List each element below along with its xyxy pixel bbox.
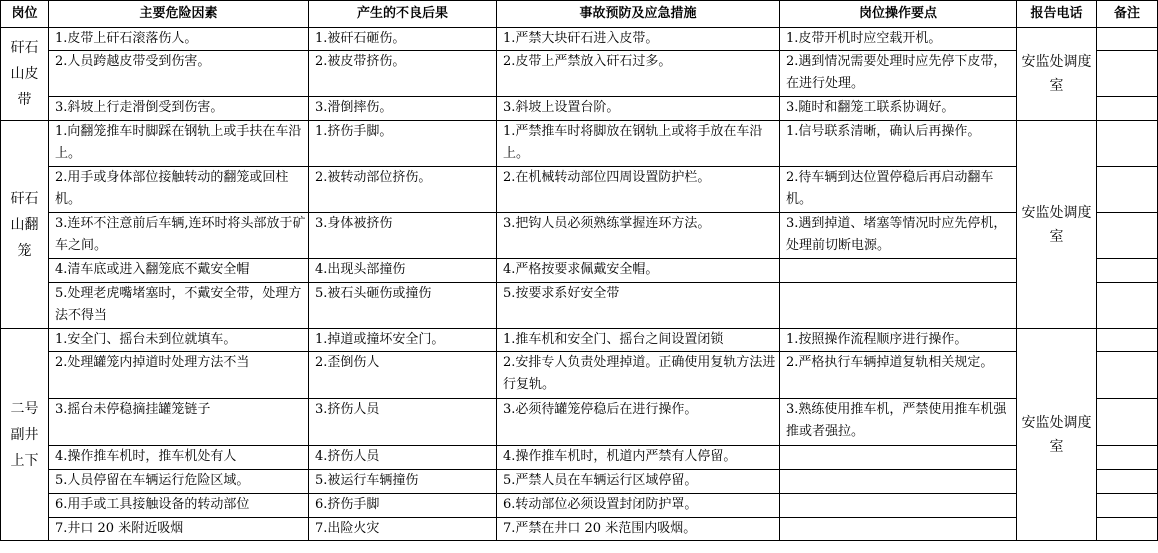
table-row [1,329,1158,352]
note-cell [1097,213,1158,259]
operation-cell: 3.熟练使用推车机，严禁使用推车机强推或者强拉。 [780,399,1017,446]
measure-cell: 3.必须待罐笼停稳后在进行操作。 [497,399,780,446]
measure-cell: 2.安排专人负责处理掉道。正确使用复轨方法进行复轨。 [497,352,780,399]
operation-cell [780,446,1017,470]
operation-cell [780,494,1017,518]
note-cell [1097,259,1158,283]
measure-cell: 3.斜坡上设置台阶。 [497,97,780,121]
measure-cell: 5.按要求系好安全带 [497,283,780,329]
hazard-cell: 5.人员停留在车辆运行危险区域。 [49,470,309,494]
measure-cell: 4.操作推车机时，机道内严禁有人停留。 [497,446,780,470]
hazard-cell: 4.操作推车机时，推车机处有人 [49,446,309,470]
consequence-cell: 2.被转动部位挤伤。 [309,167,497,213]
operation-cell: 1.按照操作流程顺序进行操作。 [780,329,1017,352]
hazard-cell: 2.用手或身体部位接触转动的翻笼或回柱机。 [49,167,309,213]
consequence-cell: 7.出险火灾 [309,518,497,541]
note-cell [1097,518,1158,541]
measure-cell: 3.把钩人员必须熟练掌握连环方法。 [497,213,780,259]
consequence-cell: 4.出现头部撞伤 [309,259,497,283]
note-cell [1097,494,1158,518]
table-row [1,399,1158,446]
consequence-cell: 5.被石头砸伤或撞伤 [309,283,497,329]
operation-cell: 1.皮带开机时应空载开机。 [780,28,1017,51]
table-row [1,283,1158,329]
table-row [1,259,1158,283]
hazard-cell: 1.安全门、摇台未到位就填车。 [49,329,309,352]
header-measure: 事故预防及应急措施 [497,1,780,28]
consequence-cell: 1.挤伤手脚。 [309,121,497,167]
note-cell [1097,167,1158,213]
report-phone-cell: 安监处调度室 [1017,121,1097,329]
note-cell [1097,121,1158,167]
operation-cell: 3.遇到掉道、堵塞等情况时应先停机，处理前切断电源。 [780,213,1017,259]
table-row [1,121,1158,167]
header-row [1,1,1158,28]
note-cell [1097,399,1158,446]
consequence-cell: 1.掉道或撞坏安全门。 [309,329,497,352]
consequence-cell: 2.被皮带挤伤。 [309,51,497,97]
measure-cell: 2.皮带上严禁放入矸石过多。 [497,51,780,97]
operation-cell [780,470,1017,494]
note-cell [1097,329,1158,352]
consequence-cell: 5.被运行车辆撞伤 [309,470,497,494]
header-hazard: 主要危险因素 [49,1,309,28]
table-row [1,213,1158,259]
consequence-cell: 4.挤伤人员 [309,446,497,470]
hazard-cell: 7.井口 20 米附近吸烟 [49,518,309,541]
report-phone-cell: 安监处调度室 [1017,329,1097,541]
table-row [1,518,1158,541]
hazard-cell: 1.皮带上矸石滚落伤人。 [49,28,309,51]
table-row [1,51,1158,97]
operation-cell [780,259,1017,283]
hazard-cell: 3.连环不注意前后车辆,连环时将头部放于矿车之间。 [49,213,309,259]
header-post: 岗位 [1,1,49,28]
hazard-cell: 6.用手或工具接触设备的转动部位 [49,494,309,518]
measure-cell: 1.推车机和安全门、摇台之间设置闭锁 [497,329,780,352]
note-cell [1097,352,1158,399]
consequence-cell: 3.滑倒摔伤。 [309,97,497,121]
header-consequence: 产生的不良后果 [309,1,497,28]
hazard-cell: 2.人员跨越皮带受到伤害。 [49,51,309,97]
note-cell [1097,446,1158,470]
operation-cell: 2.待车辆到达位置停稳后再启动翻车机。 [780,167,1017,213]
table-row [1,97,1158,121]
measure-cell: 5.严禁人员在车辆运行区域停留。 [497,470,780,494]
note-cell [1097,51,1158,97]
measure-cell: 2.在机械转动部位四周设置防护栏。 [497,167,780,213]
post-cell: 矸石山翻笼 [1,121,49,329]
hazard-cell: 5.处理老虎嘴堵塞时，不戴安全带，处理方法不得当 [49,283,309,329]
report-phone-cell: 安监处调度室 [1017,28,1097,121]
operation-cell [780,283,1017,329]
table-body [1,28,1158,541]
table-row [1,352,1158,399]
operation-cell: 2.严格执行车辆掉道复轨相关规定。 [780,352,1017,399]
consequence-cell: 1.被矸石砸伤。 [309,28,497,51]
measure-cell: 6.转动部位必须设置封闭防护罩。 [497,494,780,518]
post-cell: 二号副井上下 [1,329,49,541]
table-row [1,446,1158,470]
post-cell: 矸石山皮带 [1,28,49,121]
measure-cell: 1.严禁大块矸石进入皮带。 [497,28,780,51]
note-cell [1097,97,1158,121]
hazard-cell: 3.斜坡上行走滑倒受到伤害。 [49,97,309,121]
measure-cell: 7.严禁在井口 20 米范围内吸烟。 [497,518,780,541]
hazard-cell: 4.清车底或进入翻笼底不戴安全帽 [49,259,309,283]
consequence-cell: 6.挤伤手脚 [309,494,497,518]
hazard-cell: 3.摇台未停稳摘挂罐笼链子 [49,399,309,446]
header-phone: 报告电话 [1017,1,1097,28]
measure-cell: 4.严格按要求佩戴安全帽。 [497,259,780,283]
consequence-cell: 3.挤伤人员 [309,399,497,446]
table-row [1,167,1158,213]
header-operation: 岗位操作要点 [780,1,1017,28]
operation-cell: 3.随时和翻笼工联系协调好。 [780,97,1017,121]
consequence-cell: 2.歪倒伤人 [309,352,497,399]
hazard-cell: 1.向翻笼推车时脚踩在钢轨上或手扶在车沿上。 [49,121,309,167]
operation-cell: 1.信号联系清晰，确认后再操作。 [780,121,1017,167]
hazard-cell: 2.处理罐笼内掉道时处理方法不当 [49,352,309,399]
operation-cell: 2.遇到情况需要处理时应先停下皮带，在进行处理。 [780,51,1017,97]
note-cell [1097,470,1158,494]
consequence-cell: 3.身体被挤伤 [309,213,497,259]
header-note: 备注 [1097,1,1158,28]
operation-cell [780,518,1017,541]
table-row [1,494,1158,518]
note-cell [1097,28,1158,51]
note-cell [1097,283,1158,329]
table-row [1,28,1158,51]
table-row [1,470,1158,494]
measure-cell: 1.严禁推车时将脚放在钢轨上或将手放在车沿上。 [497,121,780,167]
